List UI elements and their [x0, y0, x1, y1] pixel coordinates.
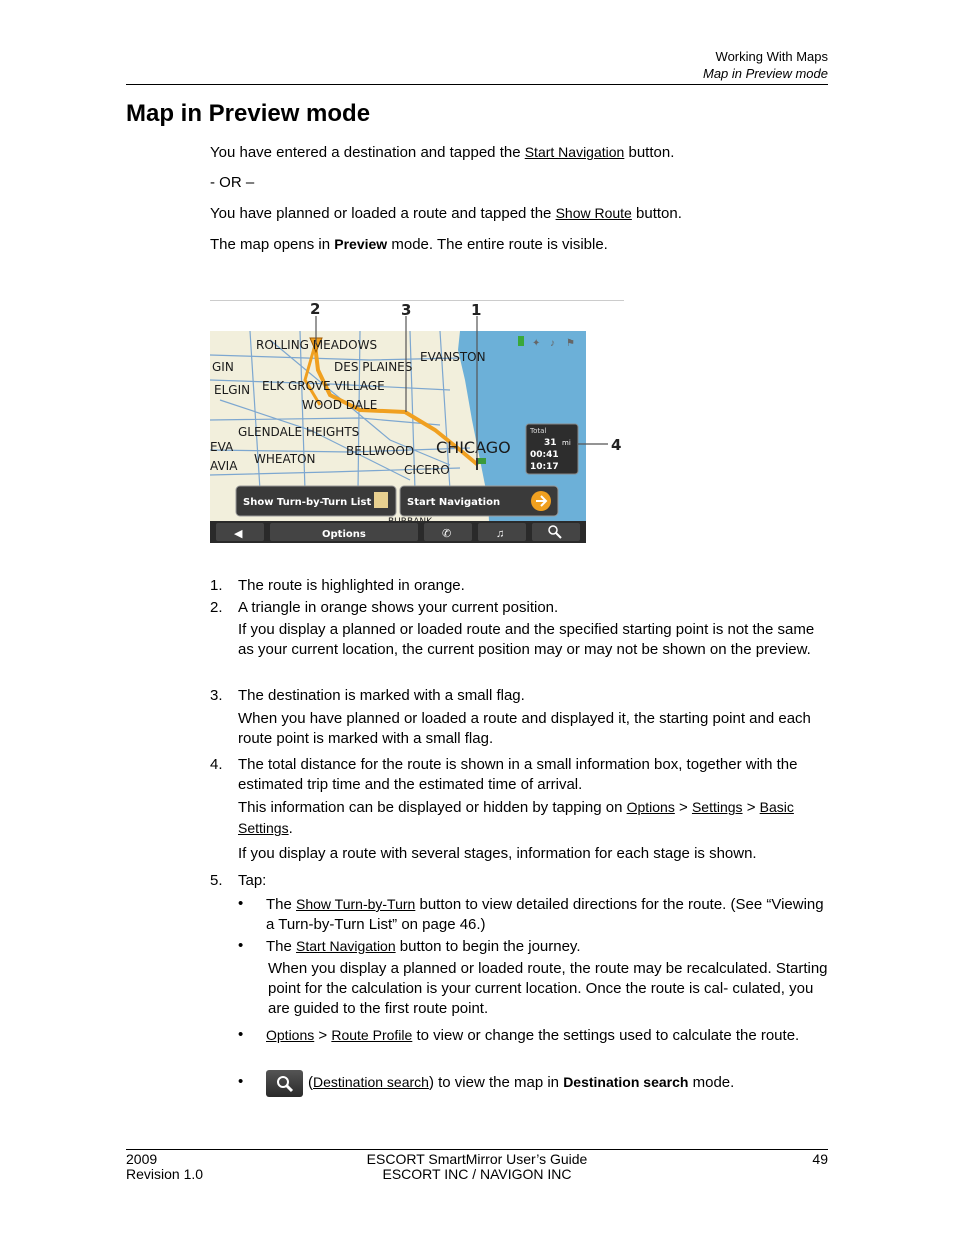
settings-link: Settings: [691, 799, 743, 815]
options-link-2: Options: [266, 1027, 315, 1043]
page-number: 49: [812, 1151, 828, 1167]
list-item-4-note-2: If you display a route with several stages, information for each stage is shown.: [238, 845, 757, 862]
start-navigation-button: [400, 486, 558, 516]
bullet-1-text: The Show Turn-by-Turn button to view detailed directions for the route. (See “Viewing a Turn-by-Turn List” on page 46.): [266, 896, 824, 933]
intro-paragraph-1: You have entered a destination and tapped the Start Navigation button.: [210, 144, 675, 161]
list-number-5: 5.: [210, 872, 223, 889]
list-icon: [374, 492, 388, 508]
footer-guide-title: ESCORT SmartMirror User’s Guide: [366, 1151, 588, 1167]
bullet-2-note: When you display a planned or loaded route, the route may be recalculated. Starting point for the calculation is your current location. Once the route is cal- culated, you are guided to the first route point.: [268, 960, 828, 1017]
running-header-subsection: Map in Preview mode: [703, 66, 828, 81]
list-number-4: 4.: [210, 756, 223, 773]
battery-icon: [518, 336, 524, 346]
volume-status-icon: ♪: [550, 338, 555, 349]
map-label-cicero: CICERO: [404, 463, 450, 477]
start-navigation-link: Start Navigation: [524, 144, 625, 160]
callout-3: 3: [401, 301, 412, 319]
show-route-link: Show Route: [555, 205, 632, 221]
preview-map-screenshot: [210, 300, 624, 544]
info-box-distance-unit: mi: [562, 439, 571, 447]
map-label-wood-dale: WOOD DALE: [302, 398, 378, 412]
show-turn-by-turn-link: Show Turn-by-Turn: [296, 896, 416, 912]
info-box-distance: 31: [544, 438, 557, 448]
destination-flag-pole: [476, 458, 478, 470]
map-label-elk-grove: ELK GROVE VILLAGE: [262, 379, 385, 393]
bullet-2-text: The Start Navigation button to begin the journey.: [266, 938, 581, 955]
map-label-wheaton: WHEATON: [254, 452, 316, 466]
footer-company: ESCORT INC / NAVIGON INC: [382, 1166, 572, 1182]
basic-settings-link: Basic Settings: [238, 799, 794, 836]
map-label-evanston: EVANSTON: [420, 350, 486, 364]
start-navigation-button-label: Start Navigation: [407, 497, 501, 508]
gps-icon: ⚑: [566, 338, 575, 349]
destination-search-link: Destination search: [313, 1074, 429, 1090]
intro-paragraph-3: The map opens in Preview mode. The entire route is visible.: [210, 236, 608, 253]
list-item-3-note: When you have planned or loaded a route and displayed it, the starting point and each route point is marked with a small flag.: [238, 710, 811, 747]
list-number-1: 1.: [210, 577, 223, 594]
list-item-5: Tap:: [238, 872, 267, 889]
options-button-label: Options: [322, 529, 366, 540]
map-label-chicago: CHICAGO: [436, 438, 511, 457]
destination-flag: [478, 458, 486, 464]
map-label-elgin: ELGIN: [214, 383, 251, 397]
show-turn-by-turn-button: [236, 486, 396, 516]
search-icon: [266, 1070, 303, 1097]
back-arrow-icon: ◀: [234, 528, 243, 540]
list-item-2-note: If you display a planned or loaded route and the specified starting point is not the same as your current location, the current position may or may not be shown on the preview.: [238, 621, 815, 658]
map-label-bellwood: BELLWOOD: [346, 444, 415, 458]
page-title: Map in Preview mode: [126, 100, 371, 127]
list-number-3: 3.: [210, 687, 223, 704]
list-item-3: The destination is marked with a small flag.: [238, 687, 525, 704]
bullet-3: •: [238, 1026, 244, 1043]
list-item-4-note: This information can be displayed or hidden by tapping on Options > Settings > Basic Settings.: [238, 799, 794, 837]
list-item-1: The route is highlighted in orange.: [238, 577, 465, 594]
route-info-box: [526, 424, 578, 474]
options-link: Options: [626, 799, 675, 815]
footer-rule: [126, 1149, 828, 1150]
start-navigation-link-2: Start Navigation: [296, 938, 396, 954]
info-box-duration: 00:41: [530, 450, 559, 460]
turn-list-button-label: Show Turn-by-Turn List: [243, 497, 372, 508]
info-box-arrival: 10:17: [530, 462, 559, 472]
map-label-rolling-meadows: ROLLING MEADOWS: [256, 338, 378, 352]
map-label-eva: EVA: [210, 440, 234, 454]
header-rule: [126, 84, 828, 85]
list-item-2: A triangle in orange shows your current position.: [238, 599, 559, 616]
signal-icon: ✦: [532, 338, 541, 349]
list-number-2: 2.: [210, 599, 223, 616]
callout-1: 1: [471, 301, 482, 319]
bullet-3-text: Options > Route Profile to view or change the settings used to calculate the route.: [266, 1027, 800, 1044]
bullet-4-text: (Destination search) to view the map in Destination search mode.: [308, 1074, 735, 1091]
bullet-2: •: [238, 937, 244, 954]
running-header-section: Working With Maps: [715, 49, 828, 64]
bullet-4: •: [238, 1073, 244, 1090]
or-separator: - OR –: [210, 174, 255, 191]
map-label-avia: AVIA: [210, 459, 238, 473]
intro-paragraph-2: You have planned or loaded a route and tapped the Show Route button.: [210, 205, 682, 222]
map-label-glendale-heights: GLENDALE HEIGHTS: [238, 425, 360, 439]
callout-2: 2: [310, 300, 321, 318]
speaker-icon: ♫: [496, 528, 505, 540]
destination-search-button-image: [266, 1070, 303, 1097]
map-label-des-plaines: DES PLAINES: [334, 360, 413, 374]
phone-icon: ✆: [442, 528, 452, 540]
footer-year: 2009: [126, 1151, 158, 1167]
bullet-1: •: [238, 895, 244, 912]
map-label-gin: GIN: [212, 360, 234, 374]
route-profile-link: Route Profile: [331, 1027, 413, 1043]
footer-revision: Revision 1.0: [126, 1166, 204, 1182]
callout-4: 4: [611, 436, 622, 454]
map-figure-svg: [210, 300, 624, 544]
list-item-4: The total distance for the route is shown in a small information box, together with the estimated trip time and the estimated time of arrival.: [238, 756, 798, 793]
info-box-label: Total: [530, 427, 547, 435]
